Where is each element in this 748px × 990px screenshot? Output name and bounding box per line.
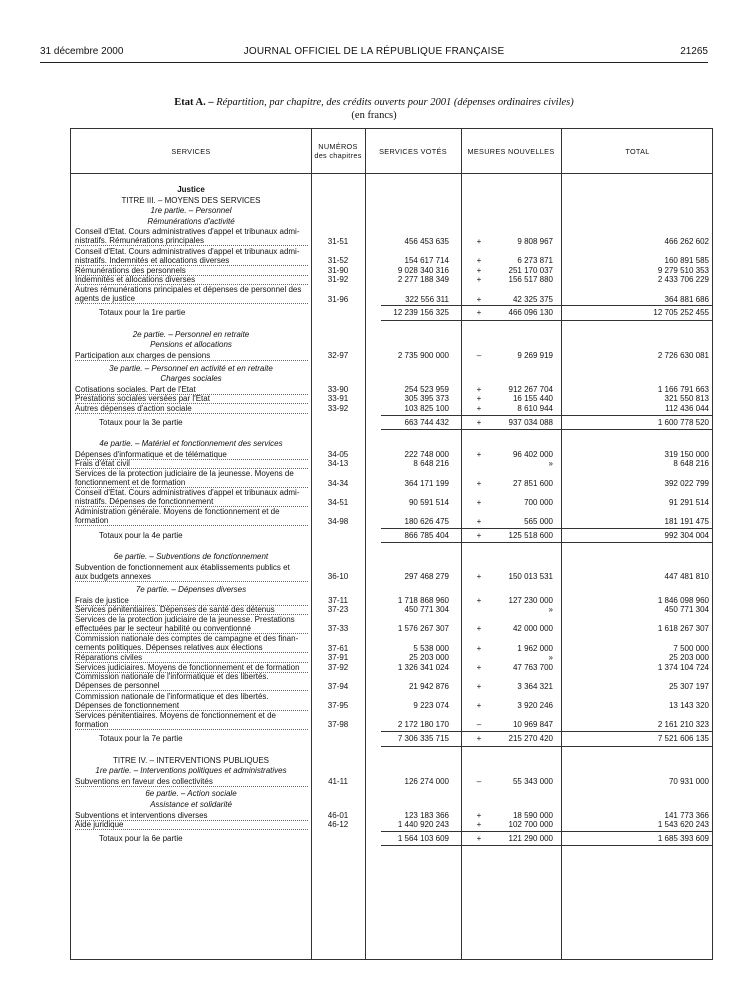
services-votes-value: 254 523 959	[404, 384, 449, 394]
service-line: Aide juridique	[75, 820, 308, 830]
services-votes-value: 305 395 373	[404, 394, 449, 404]
section-title: 4e partie. – Matériel et fonctionnement des services	[99, 439, 283, 449]
service-line: fonctionnement et de formation	[75, 478, 308, 488]
service-line: Participation aux charges de pensions	[75, 351, 308, 361]
service-line: Commission nationale de l'informatique et des libertés.	[75, 672, 269, 682]
services-votes-value: 9 223 074	[413, 701, 449, 711]
total-value: 70 931 000	[668, 776, 709, 786]
chapter-number: 46-12	[327, 820, 349, 830]
total-rule	[381, 429, 712, 430]
service-label	[75, 275, 308, 285]
total-value: 447 481 810	[664, 572, 709, 582]
total-value: 364 881 686	[664, 294, 709, 304]
page-number: 21265	[680, 46, 708, 57]
services-votes-total: 663 744 432	[404, 417, 449, 427]
mesures-nouvelles-value: 47 763 700	[512, 662, 553, 672]
service-line: Autres rémunérations principales et dépenses de personnel des	[75, 285, 302, 294]
service-label	[75, 450, 308, 460]
total-value: 112 436 044	[665, 404, 709, 413]
mesures-sign: +	[476, 624, 482, 634]
services-votes-value: 322 556 311	[405, 294, 449, 304]
services-votes-value: 456 453 635	[404, 236, 449, 246]
service-label	[75, 596, 308, 606]
header-date: 31 décembre 2000	[40, 46, 124, 57]
total-value: 1 618 267 307	[657, 624, 709, 634]
mesures-nouvelles-value: 251 170 037	[508, 265, 553, 275]
total-label: Totaux pour la 7e partie	[99, 734, 183, 743]
total-value: 25 203 000	[668, 653, 709, 663]
services-votes-value: 1 326 341 024	[397, 662, 449, 672]
total-label: Totaux pour la 3e partie	[99, 417, 183, 427]
mesures-sign: +	[476, 681, 482, 691]
page-header	[40, 46, 708, 60]
service-line: nistratifs. Dépenses de fonctionnement	[75, 497, 308, 507]
col-header-total: TOTAL	[625, 146, 650, 156]
mesures-nouvelles-total: 125 518 600	[508, 530, 553, 540]
document-title	[0, 96, 748, 122]
mesures-sign: +	[476, 833, 482, 843]
mesures-nouvelles-value: 156 517 880	[508, 275, 553, 285]
total-value: 13 143 320	[668, 701, 709, 711]
total-value: 450 771 304	[664, 605, 709, 615]
service-label	[75, 605, 308, 615]
section-title: 6e partie. – Action sociale	[145, 789, 237, 799]
services-votes-value: 21 942 876	[408, 681, 449, 691]
service-line: nistratifs. Rémunérations principales	[75, 236, 308, 246]
chapter-number: 33-92	[327, 404, 349, 413]
service-label	[75, 404, 308, 414]
total-value: 141 773 366	[664, 810, 709, 820]
mesures-nouvelles-value: 1 962 000	[517, 643, 553, 653]
section-title: 1re partie. – Personnel	[150, 206, 232, 216]
grand-total-value: 7 521 606 135	[657, 734, 709, 743]
mesures-sign: +	[476, 265, 482, 275]
service-label	[75, 227, 308, 246]
chapter-number: 37-33	[327, 624, 349, 634]
mesures-nouvelles-value: 127 230 000	[508, 595, 553, 605]
total-rule	[381, 542, 712, 543]
mesures-sign: +	[476, 643, 482, 653]
total-value: 91 291 514	[668, 497, 709, 507]
chapter-number: 37-92	[327, 662, 349, 672]
mesures-sign: +	[476, 404, 482, 413]
service-line: aux budgets annexes	[75, 572, 308, 582]
mesures-sign: +	[476, 256, 482, 266]
mesures-nouvelles-value: »	[548, 605, 553, 615]
section-title: 7e partie. – Dépenses diverses	[135, 585, 247, 594]
service-line: Services pénitentiaires. Moyens de fonctionnement et de	[75, 710, 277, 720]
service-line: Frais de justice	[75, 596, 308, 606]
mesures-sign: +	[476, 701, 482, 711]
service-label	[75, 711, 308, 730]
chapter-number: 34-13	[327, 459, 349, 469]
service-line: Prestations sociales versées par l'Etat	[75, 394, 308, 404]
mesures-sign: +	[476, 417, 482, 427]
total-value: 1 543 620 243	[657, 820, 709, 830]
service-label	[75, 247, 308, 266]
service-label	[75, 285, 308, 304]
service-line: Subventions en faveur des collectivités	[75, 777, 308, 787]
section-title: Charges sociales	[160, 374, 222, 384]
service-line: Rémunérations des personnels	[75, 266, 308, 276]
section-title: Rémunérations d'activité	[147, 216, 235, 226]
chapter-number: 31-96	[327, 294, 349, 304]
chapter-number: 31-51	[327, 236, 349, 246]
mesures-sign: –	[476, 776, 482, 786]
total-value: 160 891 585	[664, 256, 709, 266]
service-line: Services judiciaires. Moyens de fonctionnement et de formation	[75, 663, 308, 673]
services-votes-value: 123 183 366	[404, 810, 449, 820]
service-line: Conseil d'Etat. Cours administratives d'appel et tribunaux admi-	[75, 227, 300, 237]
mesures-sign: –	[476, 720, 482, 730]
total-rule	[381, 731, 712, 732]
services-votes-value: 90 591 514	[408, 497, 449, 507]
services-votes-value: 9 028 340 316	[397, 265, 449, 275]
service-line: formation	[75, 516, 308, 526]
service-label	[75, 488, 308, 507]
service-line: Cotisations sociales. Part de l'Etat	[75, 385, 308, 395]
service-label	[75, 394, 308, 404]
service-line: Dépenses de fonctionnement	[75, 701, 308, 711]
service-label	[75, 385, 308, 395]
mesures-sign: +	[476, 572, 482, 582]
service-line: Conseil d'Etat. Cours administratives d'appel et tribunaux admi-	[75, 488, 300, 498]
col-divider	[365, 129, 366, 959]
service-line: Dépenses d'informatique et de télématique	[75, 450, 308, 460]
service-label	[75, 663, 308, 673]
title-label: Etat A. –	[174, 97, 214, 108]
grand-total-value: 992 304 004	[664, 530, 709, 540]
section-title: 2e partie. – Personnel en retraite	[132, 329, 250, 339]
total-value: 25 307 197	[668, 681, 709, 691]
col-header-services: SERVICES	[171, 146, 211, 156]
services-votes-value: 2 735 900 000	[397, 351, 449, 360]
mesures-nouvelles-value: »	[548, 459, 553, 469]
service-line: Services de la protection judiciaire de la jeunesse. Moyens de	[75, 469, 294, 478]
mesures-sign: +	[476, 308, 482, 318]
total-label: Totaux pour la 1re partie	[99, 308, 186, 318]
chapter-number: 37-91	[327, 653, 349, 663]
service-line: Services pénitentiaires. Dépenses de santé des détenus	[75, 605, 308, 615]
service-line: nistratifs. Indemnités et allocations diverses	[75, 256, 308, 266]
mesures-nouvelles-value: 102 700 000	[508, 820, 553, 830]
grand-total-value: 12 705 252 455	[653, 308, 709, 318]
services-votes-value: 2 172 180 170	[397, 720, 449, 730]
header-rule	[40, 62, 708, 63]
chapter-number: 34-51	[327, 497, 349, 507]
section-title: 3e partie. – Personnel en activité et en retraite	[109, 363, 273, 373]
mesures-sign: +	[476, 394, 482, 404]
service-line: Commission nationale de l'informatique et des libertés.	[75, 691, 269, 701]
grand-total-value: 1 685 393 609	[657, 833, 709, 843]
service-line: effectuées par le secteur habilité ou conventionné	[75, 624, 308, 634]
services-votes-total: 866 785 404	[404, 530, 449, 540]
mesures-sign: +	[476, 516, 482, 526]
service-label	[75, 820, 308, 830]
service-line: Subvention de fonctionnement aux établissements publics et	[75, 562, 290, 572]
total-rule	[381, 831, 712, 832]
services-votes-value: 5 538 000	[413, 643, 449, 653]
chapter-number: 37-95	[327, 701, 349, 711]
services-votes-value: 126 274 000	[404, 776, 449, 786]
service-label	[75, 811, 308, 821]
mesures-nouvelles-value: 3 920 246	[517, 701, 553, 711]
mesures-nouvelles-value: 565 000	[524, 516, 553, 526]
chapter-number: 31-52	[327, 256, 349, 266]
col-header-chapitres: NUMÉROS des chapitres	[314, 142, 362, 160]
col-header-votes: SERVICES VOTÉS	[379, 146, 447, 156]
service-label	[75, 469, 308, 488]
service-line: Frais d'état civil	[75, 459, 308, 469]
chapter-number: 32-97	[327, 351, 349, 360]
chapter-number: 37-94	[327, 681, 349, 691]
mesures-sign: +	[476, 384, 482, 394]
mesures-nouvelles-value: 6 273 871	[517, 256, 553, 266]
total-value: 392 022 799	[664, 478, 709, 488]
section-title: TITRE III. – MOYENS DES SERVICES	[121, 195, 261, 205]
total-value: 1 846 098 960	[657, 595, 709, 605]
total-rule	[381, 528, 712, 529]
total-value: 321 550 813	[664, 394, 709, 404]
mesures-nouvelles-value: 9 269 919	[517, 351, 553, 360]
chapter-number: 41-11	[328, 776, 348, 786]
service-line: Services de la protection judiciaire de la jeunesse. Prestations	[75, 614, 295, 624]
total-value: 181 191 475	[664, 516, 709, 526]
chapter-number: 33-90	[327, 384, 349, 394]
service-label	[75, 634, 308, 653]
service-label	[75, 266, 308, 276]
chapter-number: 31-90	[327, 265, 349, 275]
mesures-nouvelles-value: 18 590 000	[512, 810, 553, 820]
total-rule	[381, 305, 712, 306]
service-line: Subventions et interventions diverses	[75, 811, 308, 821]
total-label: Totaux pour la 4e partie	[99, 530, 183, 540]
journal-title: JOURNAL OFFICIEL DE LA RÉPUBLIQUE FRANÇAISE	[243, 46, 505, 57]
service-line: Réparations civiles	[75, 653, 308, 663]
mesures-nouvelles-value: 55 343 000	[512, 776, 553, 786]
mesures-sign: +	[476, 449, 482, 459]
title-text: Répartition, par chapitre, des crédits ouverts pour 2001 (dépenses ordinaires civiles)	[216, 97, 574, 108]
mesures-nouvelles-value: »	[548, 653, 553, 663]
mesures-nouvelles-value: 96 402 000	[512, 449, 553, 459]
chapter-number: 34-05	[327, 449, 349, 459]
service-line: Commission nationale des comptes de campagne et des finan-	[75, 634, 299, 643]
mesures-nouvelles-value: 9 808 967	[517, 236, 553, 246]
service-line: Administration générale. Moyens de fonctionnement et de	[75, 507, 280, 517]
chapter-number: 36-10	[327, 572, 349, 582]
chapter-number: 34-34	[327, 478, 349, 488]
service-line: Dépenses de personnel	[75, 681, 308, 691]
chapter-number: 37-23	[327, 605, 349, 615]
service-label	[75, 777, 308, 787]
section-title: TITRE IV. – INTERVENTIONS PUBLIQUES	[112, 755, 270, 765]
grand-total-value: 1 600 778 520	[657, 417, 709, 427]
mesures-sign: +	[476, 810, 482, 820]
total-value: 466 262 602	[664, 236, 709, 246]
section-title: Assistance et solidarité	[150, 800, 232, 809]
services-votes-value: 1 576 267 307	[397, 624, 449, 634]
service-label	[75, 692, 308, 711]
col-divider	[561, 129, 562, 959]
credits-table	[70, 128, 713, 960]
mesures-sign: +	[476, 294, 482, 304]
chapter-number: 37-61	[327, 643, 349, 653]
mesures-nouvelles-value: 16 155 440	[512, 394, 553, 404]
col-divider	[461, 129, 462, 959]
chapter-number: 37-98	[327, 720, 349, 730]
service-label	[75, 672, 308, 691]
mesures-sign: +	[476, 595, 482, 605]
mesures-nouvelles-value: 700 000	[524, 497, 553, 507]
services-votes-total: 12 239 156 325	[393, 308, 449, 318]
total-value: 319 150 000	[664, 449, 709, 459]
total-value: 9 279 510 353	[657, 265, 709, 275]
section-title: 1re partie. – Interventions politiques et administratives	[95, 766, 287, 776]
services-votes-value: 103 825 100	[404, 404, 449, 413]
mesures-nouvelles-value: 912 267 704	[508, 384, 553, 394]
service-line: Indemnités et allocations diverses	[75, 275, 308, 285]
total-rule	[381, 746, 712, 747]
total-value: 8 648 216	[673, 459, 709, 469]
mesures-nouvelles-total: 466 096 130	[508, 308, 553, 318]
mesures-sign: +	[476, 530, 482, 540]
mesures-sign: +	[476, 820, 482, 830]
chapter-number: 37-11	[328, 595, 348, 605]
services-votes-value: 1 718 868 960	[397, 595, 449, 605]
section-title: 6e partie. – Subventions de fonctionnement	[113, 552, 269, 562]
total-value: 2 726 630 081	[657, 351, 709, 360]
total-value: 1 166 791 663	[657, 384, 709, 394]
mesures-nouvelles-value: 150 013 531	[508, 572, 553, 582]
mesures-sign: +	[476, 275, 482, 285]
title-unit: (en francs)	[351, 110, 397, 121]
services-votes-value: 8 648 216	[413, 459, 449, 469]
mesures-nouvelles-total: 121 290 000	[508, 833, 553, 843]
chapter-number: 33-91	[327, 394, 349, 404]
mesures-sign: +	[476, 734, 482, 743]
mesures-nouvelles-value: 42 325 375	[512, 294, 553, 304]
service-label	[75, 615, 308, 634]
services-votes-value: 25 203 000	[408, 653, 449, 663]
service-label	[75, 507, 308, 526]
mesures-nouvelles-value: 27 851 600	[512, 478, 553, 488]
mesures-nouvelles-value: 3 364 321	[517, 681, 553, 691]
services-votes-total: 7 306 335 715	[397, 734, 449, 743]
mesures-nouvelles-value: 10 969 847	[512, 720, 553, 730]
total-value: 1 374 104 724	[657, 662, 709, 672]
services-votes-value: 180 626 475	[404, 516, 449, 526]
chapter-number: 34-98	[327, 516, 349, 526]
service-line: Conseil d'Etat. Cours administratives d'appel et tribunaux admi-	[75, 246, 300, 256]
service-label	[75, 459, 308, 469]
mesures-sign: +	[476, 662, 482, 672]
total-value: 2 433 706 229	[657, 275, 709, 285]
mesures-sign: +	[476, 236, 482, 246]
total-value: 7 500 000	[673, 643, 709, 653]
header-rule-bottom	[71, 173, 712, 174]
service-line: cements politiques. Dépenses relatives aux élections	[75, 643, 308, 653]
total-rule	[381, 320, 712, 321]
services-votes-value: 154 617 714	[404, 256, 449, 266]
mesures-nouvelles-total: 937 034 088	[508, 417, 553, 427]
service-label	[75, 563, 308, 582]
mesures-sign: –	[476, 351, 482, 360]
services-votes-total: 1 564 103 609	[397, 833, 449, 843]
total-label: Totaux pour la 6e partie	[99, 833, 183, 843]
mesures-nouvelles-value: 8 610 944	[517, 404, 553, 413]
total-rule	[381, 415, 712, 416]
service-line: Autres dépenses d'action sociale	[75, 404, 308, 414]
col-header-mesures: MESURES NOUVELLES	[467, 146, 555, 156]
services-votes-value: 222 748 000	[404, 449, 449, 459]
services-votes-value: 1 440 920 243	[397, 820, 449, 830]
total-rule	[381, 845, 712, 846]
service-label	[75, 351, 308, 361]
service-line: formation	[75, 720, 308, 730]
services-votes-value: 2 277 188 349	[397, 275, 449, 285]
mesures-nouvelles-total: 215 270 420	[508, 734, 553, 743]
service-line: agents de justice	[75, 294, 308, 304]
mesures-sign: +	[476, 478, 482, 488]
total-value: 2 161 210 323	[657, 720, 709, 730]
section-title: Pensions et allocations	[150, 340, 232, 350]
service-label	[75, 653, 308, 663]
mesures-nouvelles-value: 42 000 000	[512, 624, 553, 634]
chapter-number: 46-01	[327, 810, 349, 820]
chapter-number: 31-92	[327, 275, 349, 285]
services-votes-value: 450 771 304	[404, 605, 449, 615]
mesures-sign: +	[476, 497, 482, 507]
services-votes-value: 364 171 199	[404, 478, 449, 488]
section-title: Justice	[177, 185, 205, 194]
services-votes-value: 297 468 279	[404, 572, 449, 582]
